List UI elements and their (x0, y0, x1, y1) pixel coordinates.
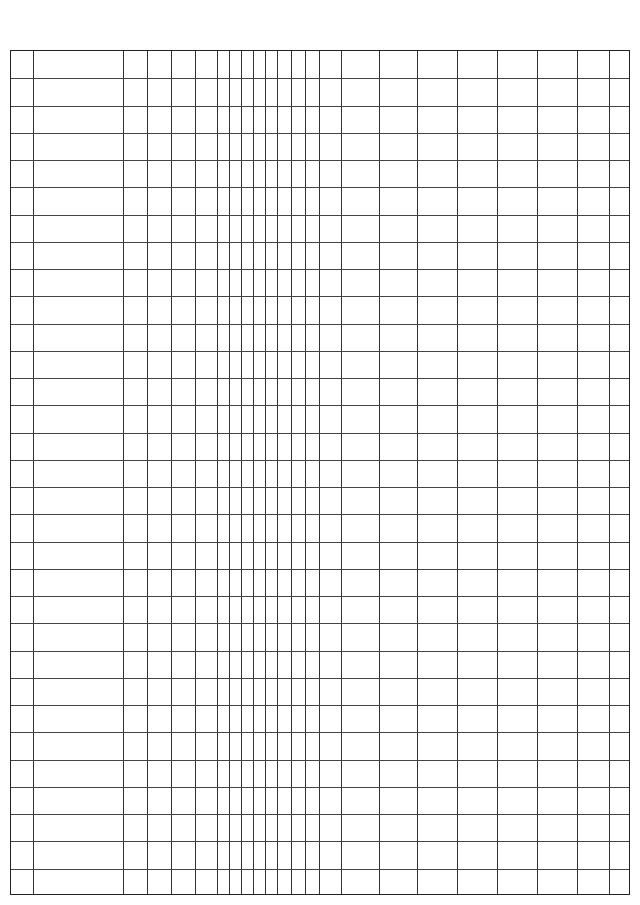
column-divider (577, 51, 578, 894)
column-divider (195, 51, 196, 894)
column-divider (277, 51, 278, 894)
row-divider (11, 187, 629, 188)
row-divider (11, 133, 629, 134)
column-divider (417, 51, 418, 894)
column-divider (319, 51, 320, 894)
column-divider (265, 51, 266, 894)
row-divider (11, 651, 629, 652)
data-table (10, 50, 630, 895)
row-divider (11, 460, 629, 461)
column-divider (497, 51, 498, 894)
column-divider (341, 51, 342, 894)
row-divider (11, 732, 629, 733)
column-divider (457, 51, 458, 894)
column-divider (229, 51, 230, 894)
column-divider (171, 51, 172, 894)
row-divider (11, 324, 629, 325)
column-divider (305, 51, 306, 894)
column-divider (33, 51, 34, 894)
row-divider (11, 705, 629, 706)
row-divider (11, 405, 629, 406)
row-divider (11, 78, 629, 79)
row-divider (11, 215, 629, 216)
column-divider (123, 51, 124, 894)
row-divider (11, 514, 629, 515)
row-divider (11, 242, 629, 243)
row-divider (11, 433, 629, 434)
row-divider (11, 678, 629, 679)
row-divider (11, 296, 629, 297)
row-divider (11, 569, 629, 570)
row-divider (11, 106, 629, 107)
row-divider (11, 596, 629, 597)
column-divider (537, 51, 538, 894)
row-divider (11, 269, 629, 270)
row-divider (11, 841, 629, 842)
column-divider (241, 51, 242, 894)
column-divider (291, 51, 292, 894)
column-divider (253, 51, 254, 894)
row-divider (11, 814, 629, 815)
row-divider (11, 787, 629, 788)
column-divider (379, 51, 380, 894)
column-divider (609, 51, 610, 894)
row-divider (11, 487, 629, 488)
column-divider (217, 51, 218, 894)
row-divider (11, 542, 629, 543)
row-divider (11, 378, 629, 379)
row-divider (11, 623, 629, 624)
row-divider (11, 869, 629, 870)
row-divider (11, 160, 629, 161)
row-divider (11, 760, 629, 761)
row-divider (11, 351, 629, 352)
column-divider (147, 51, 148, 894)
